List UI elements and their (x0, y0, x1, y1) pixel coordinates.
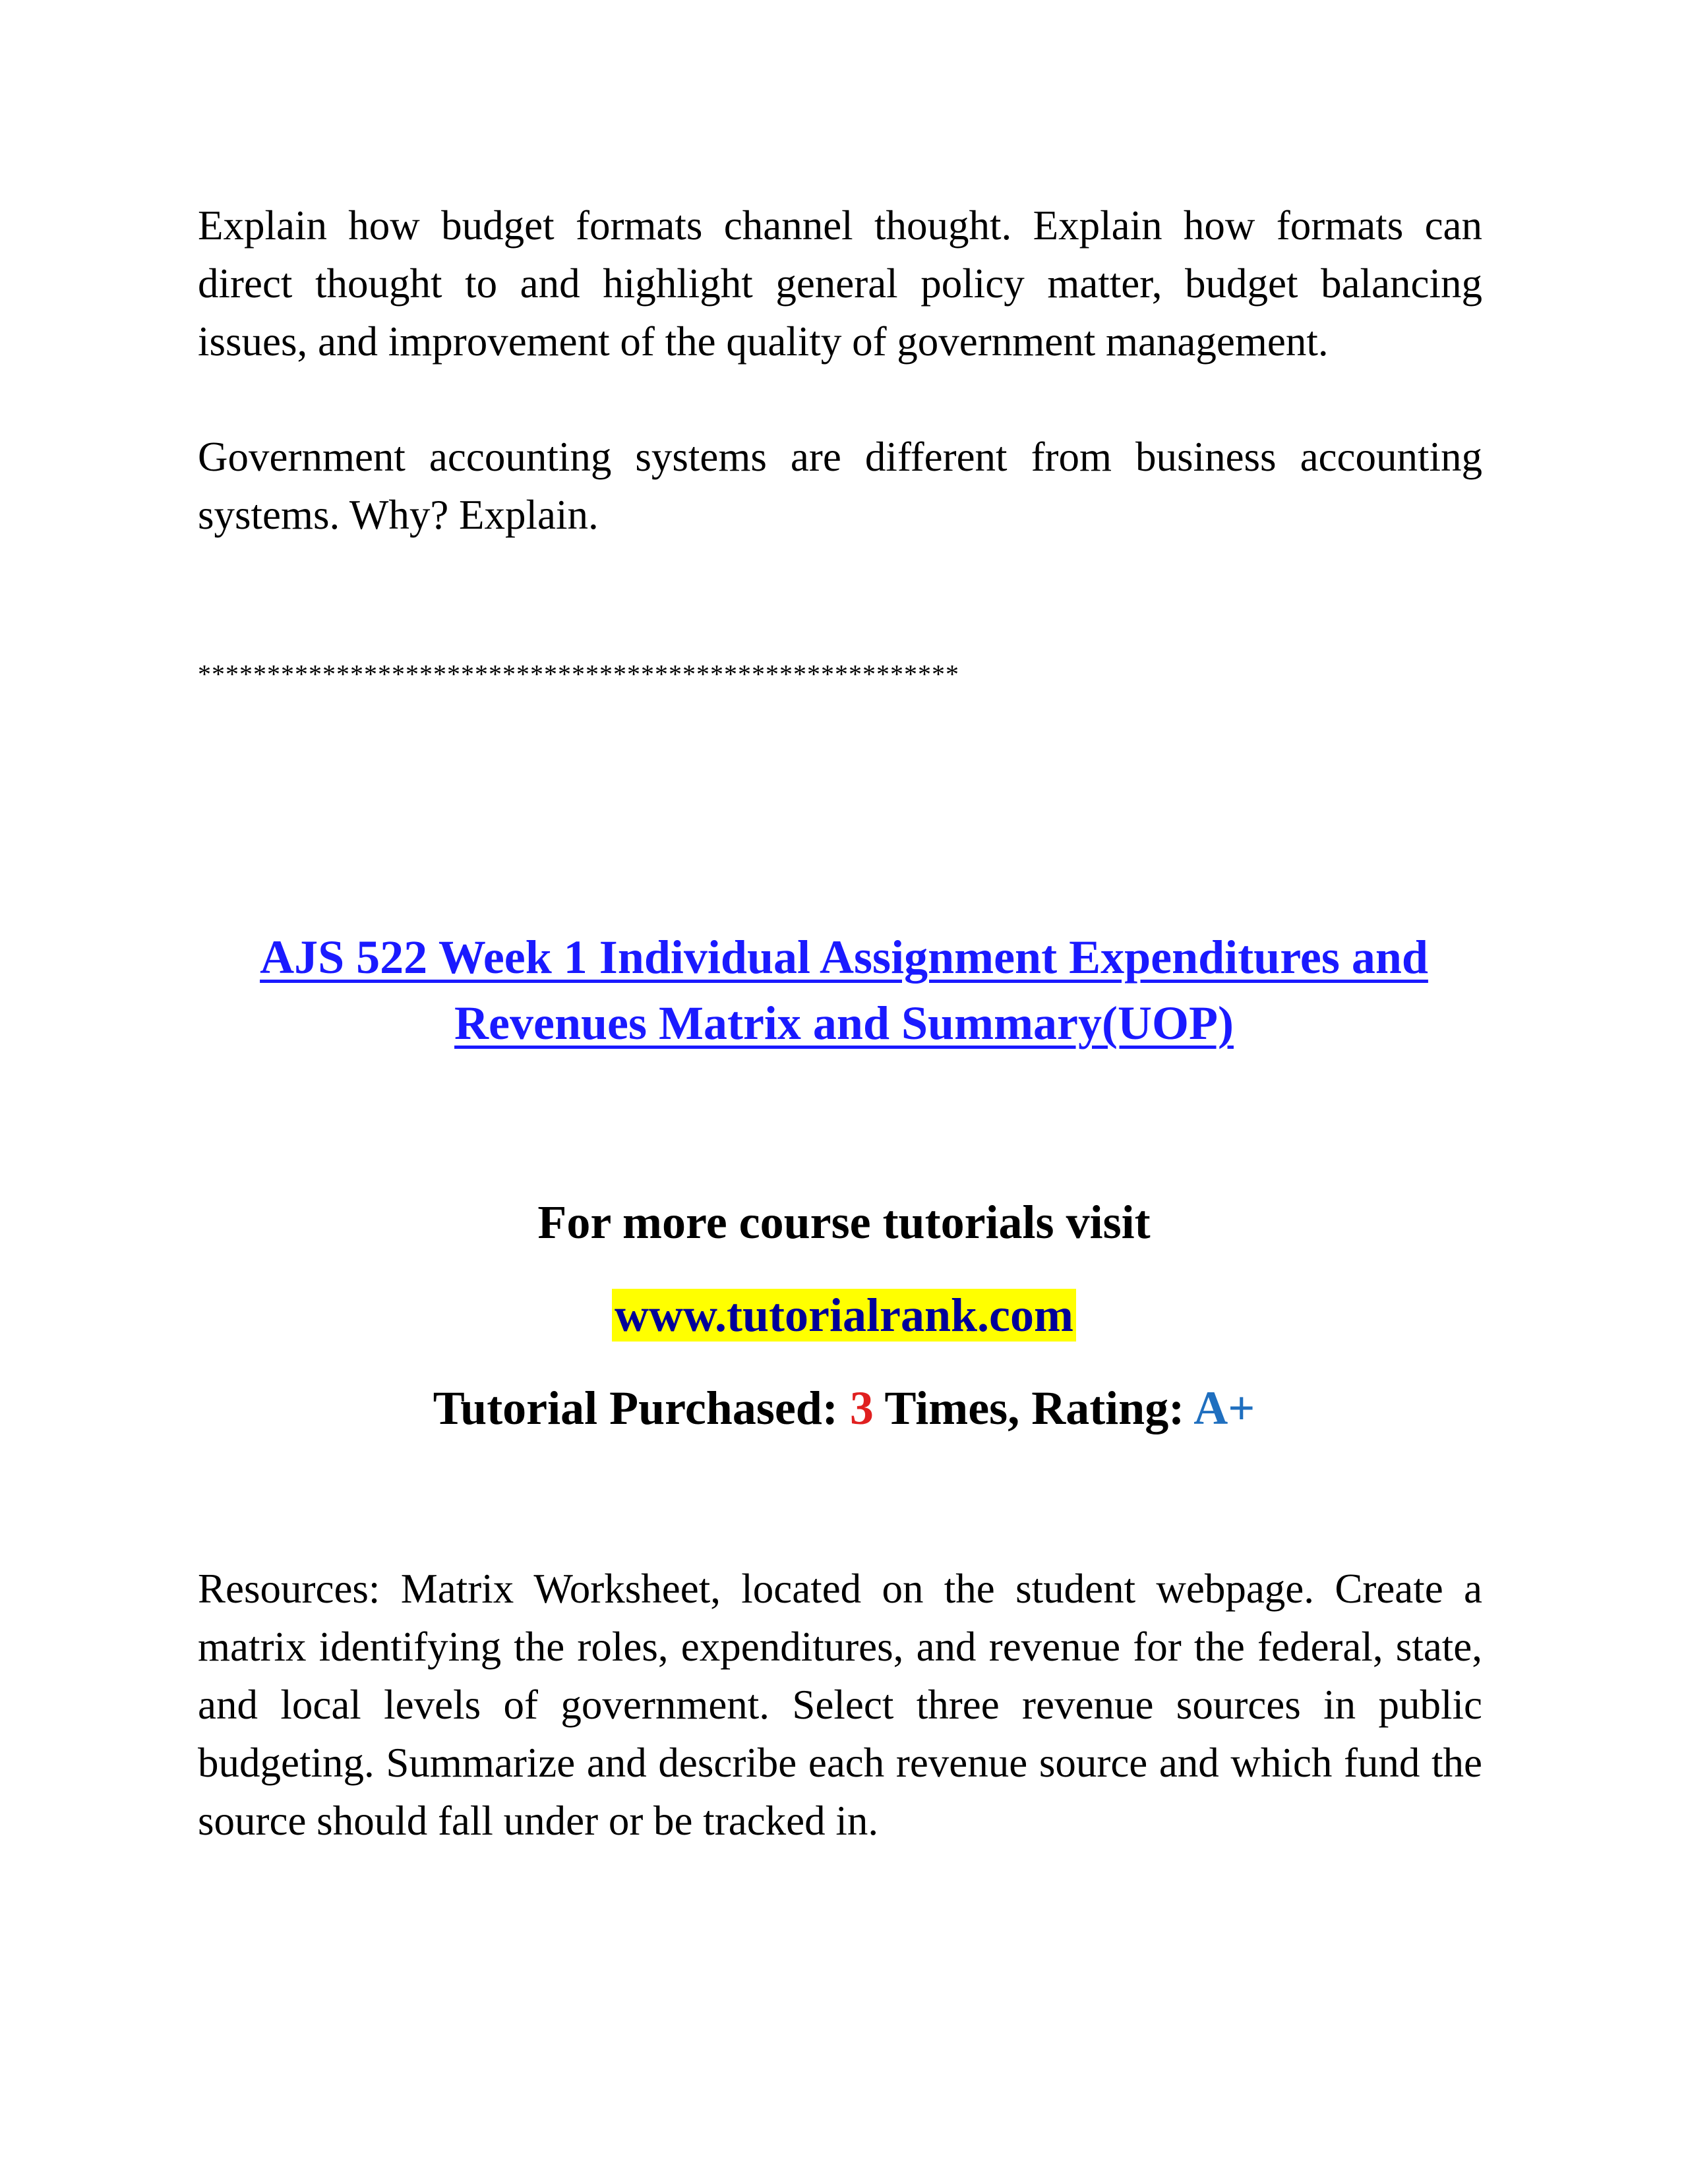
question-paragraph-accounting-systems: Government accounting systems are different from business accounting systems. Why? Explain. (198, 434, 1482, 538)
purchased-count: 3 (849, 1382, 874, 1434)
website-link[interactable]: www.tutorialrank.com (612, 1289, 1076, 1342)
purchased-label: Tutorial Purchased: (433, 1382, 838, 1434)
question-paragraph-budget-formats: Explain how budget formats channel thought. Explain how formats can direct thought to and highlight general policy matter, budget balancing issues, and improvement of the quality of government management. (198, 202, 1482, 365)
resources-paragraph: Resources: Matrix Worksheet, located on the student webpage. Create a matrix identifying the roles, expenditures, and revenue for the federal, state, and local levels of government. Select three revenue sources in public budgeting. Summarize and describe each revenue source and which fund the source should fall under or be tracked in. (198, 1566, 1482, 1844)
more-tutorials-text: For more course tutorials visit (537, 1196, 1151, 1249)
assignment-title-link[interactable]: AJS 522 Week 1 Individual Assignment Expenditures and Revenues Matrix and Summary(UOP) (260, 931, 1428, 1049)
separator-asterisks: ******************************************************* (198, 659, 959, 689)
website-line (0, 1284, 1688, 1347)
purchase-rating-line (0, 1376, 1688, 1440)
times-rating-label: Times, Rating: (884, 1382, 1185, 1434)
rating-value: A+ (1193, 1382, 1255, 1434)
